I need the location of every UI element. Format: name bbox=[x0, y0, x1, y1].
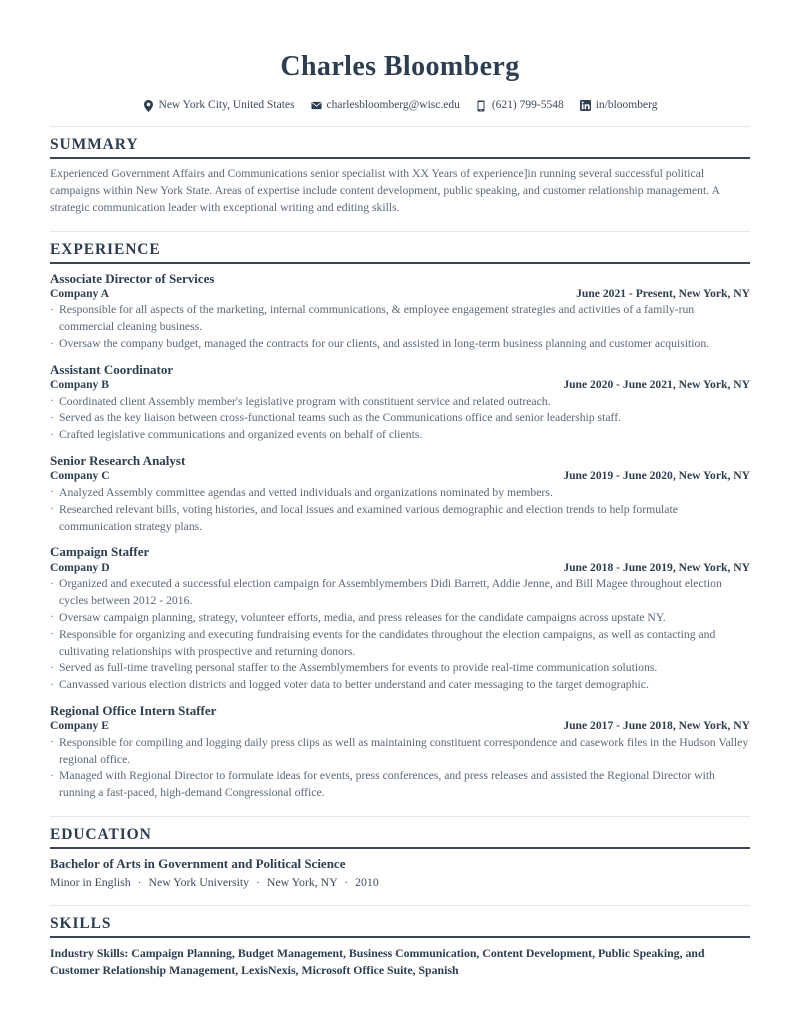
section-underline bbox=[50, 936, 750, 938]
job-meta-row bbox=[50, 378, 750, 392]
section-top-divider bbox=[50, 126, 750, 127]
section-summary bbox=[50, 126, 750, 217]
job-company: Company E bbox=[50, 719, 109, 733]
section-top-divider bbox=[50, 905, 750, 906]
section-skills bbox=[50, 905, 750, 979]
job-company: Company A bbox=[50, 286, 109, 300]
section-top-divider bbox=[50, 816, 750, 817]
job-bullet: · Organized and executed a successful election campaign for Assemblymembers Didi Barrett, Addie Jenne, and Bill Magee throughout election cycles between 2012 - 2016. bbox=[50, 576, 750, 610]
job-dates-location: June 2018 - June 2019, New York, NY bbox=[563, 560, 750, 574]
contact-row bbox=[50, 100, 750, 112]
education-minor: Minor in English bbox=[50, 875, 131, 890]
job-company: Company C bbox=[50, 469, 110, 483]
contact-location-text: New York City, United States bbox=[158, 98, 295, 111]
linkedin-icon bbox=[580, 100, 591, 112]
job-title: Senior Research Analyst bbox=[50, 453, 186, 469]
job-bullet: · Managed with Regional Director to formulate ideas for events, press conferences, and press releases and assisted the Regional Director with running a fast-paced, high-demand Congressional office. bbox=[50, 768, 750, 802]
skills-text: Industry Skills: Campaign Planning, Budget Management, Business Communication, Content Development, Public Speaking, and Customer Relationship Management, LexisNexis, Microsoft Office Suite, Spanish bbox=[50, 945, 705, 977]
education-degree: Bachelor of Arts in Government and Political Science bbox=[50, 856, 346, 872]
education-details bbox=[50, 874, 750, 891]
job-meta-row bbox=[50, 287, 750, 301]
job-title: Associate Director of Services bbox=[50, 270, 215, 286]
experience-entry bbox=[50, 453, 750, 535]
education-separator: · bbox=[256, 875, 260, 890]
section-education bbox=[50, 816, 750, 890]
section-title-education: EDUCATION bbox=[50, 826, 152, 844]
contact-email-text: charlesbloomberg@wisc.edu bbox=[326, 98, 460, 111]
job-bullet: · Analyzed Assembly committee agendas and vetted individuals and organizations nominated by members. bbox=[50, 485, 750, 502]
job-bullet: · Crafted legislative communications and organized events on behalf of clients. bbox=[50, 427, 750, 444]
job-bullet: · Responsible for compiling and logging daily press clips as well as maintaining constituent correspondence and casework files in the Hudson Valley regional office. bbox=[50, 735, 750, 769]
contact-linkedin-text: in/bloomberg bbox=[595, 98, 658, 111]
job-company: Company D bbox=[50, 560, 110, 574]
job-bullet: · Canvassed various election districts and logged voter data to better understand and cater messaging to the target demographic. bbox=[50, 677, 750, 694]
job-bullet: · Served as the key liaison between cross-functional teams such as the Communications office and senior leadership staff. bbox=[50, 410, 750, 427]
section-title-skills: SKILLS bbox=[50, 914, 112, 932]
job-bullet: · Responsible for organizing and executing fundraising events for the candidates throughout the election campaigns, as well as contacting and cultivating relationships with prospective and returning donors. bbox=[50, 627, 750, 661]
education-separator: · bbox=[137, 875, 142, 890]
location-pin-icon bbox=[143, 100, 154, 112]
contact-location[interactable] bbox=[143, 100, 295, 112]
education-separator: · bbox=[344, 875, 349, 890]
section-title-summary: SUMMARY bbox=[50, 135, 139, 153]
envelope-icon bbox=[311, 100, 322, 112]
job-bullet-list bbox=[50, 302, 750, 353]
contact-phone-text: (621) 799-5548 bbox=[491, 98, 564, 111]
contact-phone[interactable] bbox=[476, 100, 564, 112]
job-dates-location: June 2017 - June 2018, New York, NY bbox=[563, 719, 750, 733]
job-bullet: · Oversaw the company budget, managed the contracts for our clients, and assisted in long-term business planning and customer acquisition. bbox=[50, 336, 750, 353]
job-bullet: · Coordinated client Assembly member's legislative program with constituent service and related outreach. bbox=[50, 394, 750, 411]
resume-header bbox=[50, 50, 750, 112]
job-bullet-list bbox=[50, 735, 750, 802]
job-meta-row bbox=[50, 719, 750, 733]
section-experience bbox=[50, 231, 750, 803]
contact-linkedin[interactable] bbox=[580, 100, 658, 112]
job-dates-location: June 2020 - June 2021, New York, NY bbox=[563, 378, 750, 392]
job-bullet-list bbox=[50, 394, 750, 445]
section-underline bbox=[50, 157, 750, 159]
job-title: Regional Office Intern Staffer bbox=[50, 703, 217, 719]
experience-entry bbox=[50, 703, 750, 802]
candidate-name: Charles Bloomberg bbox=[280, 51, 520, 82]
job-bullet: · Served as full-time traveling personal staffer to the Assemblymembers for events to provide real-time communication solutions. bbox=[50, 660, 750, 677]
section-underline bbox=[50, 847, 750, 849]
job-dates-location: June 2021 - Present, New York, NY bbox=[576, 286, 750, 300]
education-school: New York University bbox=[148, 875, 250, 890]
experience-list bbox=[50, 271, 750, 803]
experience-entry bbox=[50, 271, 750, 353]
job-company: Company B bbox=[50, 378, 109, 392]
experience-entry bbox=[50, 544, 750, 694]
job-bullet: · Responsible for all aspects of the marketing, internal communications, & employee engagement strategies and activities of a family-run commercial cleaning business. bbox=[50, 302, 750, 336]
education-year: 2010 bbox=[355, 875, 379, 890]
job-bullet: · Oversaw campaign planning, strategy, volunteer efforts, media, and press releases for the candidate campaigns across upstate NY. bbox=[50, 610, 750, 627]
job-title: Campaign Staffer bbox=[50, 544, 150, 560]
job-meta-row bbox=[50, 561, 750, 575]
job-bullet-list bbox=[50, 485, 750, 536]
experience-entry bbox=[50, 362, 750, 444]
job-title: Assistant Coordinator bbox=[50, 361, 174, 377]
phone-icon bbox=[476, 100, 487, 112]
job-dates-location: June 2019 - June 2020, New York, NY bbox=[563, 469, 750, 483]
section-underline bbox=[50, 262, 750, 264]
section-top-divider bbox=[50, 231, 750, 232]
contact-email[interactable] bbox=[311, 100, 460, 112]
section-title-experience: EXPERIENCE bbox=[50, 240, 161, 258]
education-location: New York, NY bbox=[266, 875, 338, 890]
job-meta-row bbox=[50, 469, 750, 483]
job-bullet-list bbox=[50, 576, 750, 694]
summary-text: Experienced Government Affairs and Communications senior specialist with XX Years of experience]in running several successful political campaigns within New York State. Areas of expertise include content development, public speaking, and customer relationship management. A strategic communication leader with exceptional writing and editing skills. bbox=[50, 166, 720, 214]
job-bullet: · Researched relevant bills, voting histories, and local issues and examined various demographic and election trends to help formulate communication strategy plans. bbox=[50, 502, 750, 536]
